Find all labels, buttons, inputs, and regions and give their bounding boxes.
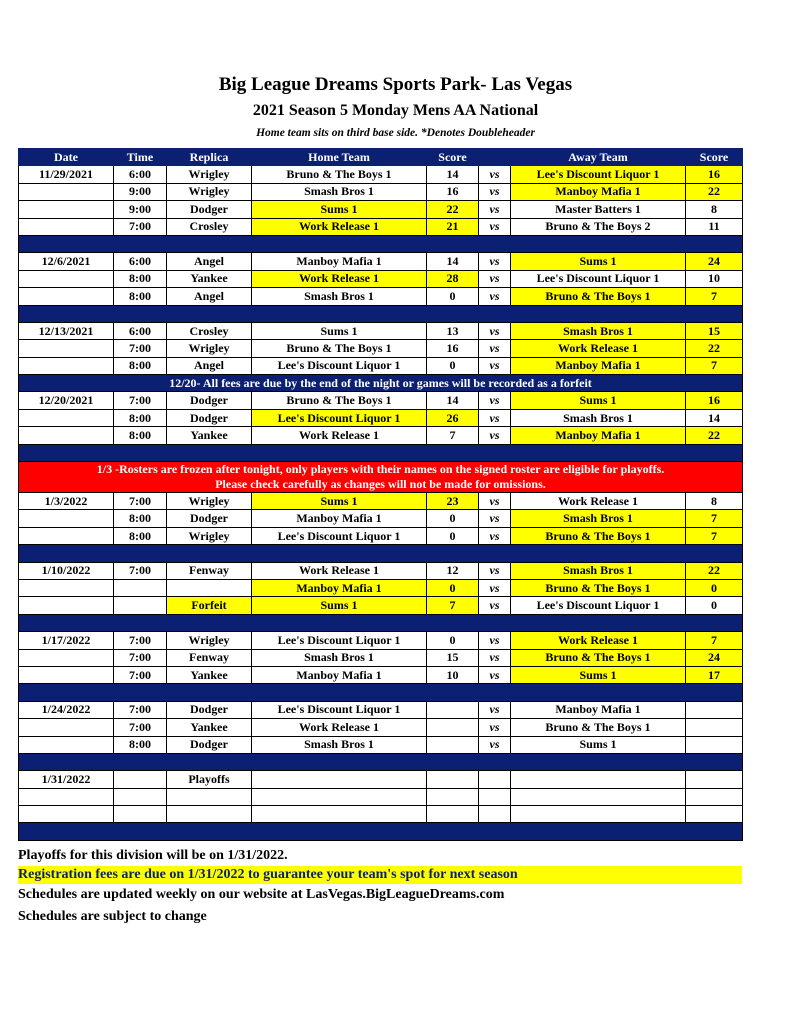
game-time <box>114 788 167 805</box>
vs-label: vs <box>479 288 511 305</box>
roster-alert-line-2: Please check carefully as changes will not be made for omissions. <box>215 477 546 492</box>
game-row <box>19 771 743 788</box>
game-date: 11/29/2021 <box>19 166 114 183</box>
roster-alert-row <box>19 462 743 493</box>
game-time: 8:00 <box>114 736 167 753</box>
home-score: 0 <box>427 527 479 544</box>
away-score <box>686 719 743 736</box>
game-date: 1/3/2022 <box>19 493 114 510</box>
away-score: 11 <box>686 218 743 235</box>
home-score: 16 <box>427 340 479 357</box>
away-team: Manboy Mafia 1 <box>511 701 686 718</box>
home-score: 14 <box>427 392 479 409</box>
game-replica: Dodger <box>167 392 252 409</box>
separator-cell <box>19 305 743 322</box>
game-time: 8:00 <box>114 527 167 544</box>
vs-label: vs <box>479 579 511 596</box>
away-score: 7 <box>686 632 743 649</box>
away-team: Smash Bros 1 <box>511 409 686 426</box>
game-row <box>19 736 743 753</box>
col-away-score: Score <box>686 149 743 166</box>
away-score: 22 <box>686 562 743 579</box>
col-date: Date <box>19 149 114 166</box>
col-away-team: Away Team <box>511 149 686 166</box>
page-subtitle: 2021 Season 5 Monday Mens AA National <box>252 102 539 119</box>
col-home-score: Score <box>427 149 479 166</box>
away-team: Master Batters 1 <box>511 201 686 218</box>
game-time <box>114 579 167 596</box>
home-score: 15 <box>427 649 479 666</box>
game-date <box>19 218 114 235</box>
away-team: Bruno & The Boys 2 <box>511 218 686 235</box>
home-team: Manboy Mafia 1 <box>252 510 427 527</box>
game-row <box>19 270 743 287</box>
col-time: Time <box>114 149 167 166</box>
away-score: 16 <box>686 166 743 183</box>
schedule-body <box>19 166 743 840</box>
game-replica: Yankee <box>167 427 252 444</box>
game-date <box>19 183 114 200</box>
game-time: 9:00 <box>114 183 167 200</box>
game-replica: Angel <box>167 253 252 270</box>
footer-playoffs-note: Playoffs for this division will be on 1/31/2022. <box>18 848 288 863</box>
away-team: Bruno & The Boys 1 <box>511 719 686 736</box>
game-date <box>19 201 114 218</box>
separator-cell <box>19 545 743 562</box>
vs-label <box>479 788 511 805</box>
home-score: 14 <box>427 253 479 270</box>
game-date <box>19 357 114 374</box>
game-date <box>19 409 114 426</box>
game-replica: Wrigley <box>167 183 252 200</box>
home-team: Sums 1 <box>252 201 427 218</box>
game-date <box>19 579 114 596</box>
game-row <box>19 701 743 718</box>
game-date <box>19 666 114 683</box>
game-row <box>19 357 743 374</box>
home-score: 0 <box>427 632 479 649</box>
away-score: 0 <box>686 579 743 596</box>
away-score: 24 <box>686 649 743 666</box>
away-team: Sums 1 <box>511 392 686 409</box>
home-score: 12 <box>427 562 479 579</box>
away-score: 10 <box>686 270 743 287</box>
home-team: Manboy Mafia 1 <box>252 253 427 270</box>
home-team: Work Release 1 <box>252 427 427 444</box>
away-score <box>686 806 743 823</box>
away-score: 16 <box>686 392 743 409</box>
home-score: 14 <box>427 166 479 183</box>
page-title: Big League Dreams Sports Park- Las Vegas <box>218 74 573 95</box>
game-time: 7:00 <box>114 632 167 649</box>
vs-label: vs <box>479 736 511 753</box>
away-team <box>511 788 686 805</box>
vs-label: vs <box>479 719 511 736</box>
game-replica: Dodger <box>167 701 252 718</box>
game-replica: Fenway <box>167 649 252 666</box>
game-replica: Wrigley <box>167 340 252 357</box>
game-replica: Dodger <box>167 409 252 426</box>
game-date: 1/17/2022 <box>19 632 114 649</box>
game-row <box>19 166 743 183</box>
game-date <box>19 736 114 753</box>
game-replica: Angel <box>167 288 252 305</box>
home-team: Smash Bros 1 <box>252 736 427 753</box>
away-score: 7 <box>686 510 743 527</box>
separator-cell <box>19 684 743 701</box>
vs-label: vs <box>479 218 511 235</box>
home-score <box>427 701 479 718</box>
col-home-team: Home Team <box>252 149 427 166</box>
home-team: Lee's Discount Liquor 1 <box>252 632 427 649</box>
home-score: 7 <box>427 427 479 444</box>
footer-website-note: Schedules are updated weekly on our website at LasVegas.BigLeagueDreams.com <box>18 887 505 902</box>
home-team: Sums 1 <box>252 597 427 614</box>
vs-label: vs <box>479 183 511 200</box>
game-time: 7:00 <box>114 392 167 409</box>
game-time <box>114 597 167 614</box>
game-replica: Forfeit <box>167 597 252 614</box>
game-row <box>19 649 743 666</box>
game-row <box>19 510 743 527</box>
home-team: Manboy Mafia 1 <box>252 666 427 683</box>
away-team: Work Release 1 <box>511 493 686 510</box>
game-time: 8:00 <box>114 409 167 426</box>
footer-registration-note: Registration fees are due on 1/31/2022 to guarantee your team's spot for next season <box>18 866 742 884</box>
away-score: 7 <box>686 527 743 544</box>
week-separator <box>19 235 743 252</box>
game-date <box>19 649 114 666</box>
game-row <box>19 493 743 510</box>
game-replica <box>167 579 252 596</box>
separator-cell <box>19 444 743 461</box>
vs-label: vs <box>479 632 511 649</box>
away-score: 8 <box>686 493 743 510</box>
game-date <box>19 427 114 444</box>
game-time: 9:00 <box>114 201 167 218</box>
game-date <box>19 788 114 805</box>
game-time: 7:00 <box>114 562 167 579</box>
separator-cell <box>19 614 743 631</box>
week-separator <box>19 753 743 770</box>
game-time: 7:00 <box>114 649 167 666</box>
vs-label <box>479 806 511 823</box>
game-row <box>19 409 743 426</box>
game-time: 7:00 <box>114 701 167 718</box>
game-row <box>19 579 743 596</box>
game-time: 7:00 <box>114 719 167 736</box>
game-time: 8:00 <box>114 510 167 527</box>
game-time: 8:00 <box>114 288 167 305</box>
vs-label <box>479 771 511 788</box>
away-team: Manboy Mafia 1 <box>511 357 686 374</box>
game-row <box>19 218 743 235</box>
vs-label: vs <box>479 253 511 270</box>
away-score: 15 <box>686 322 743 339</box>
roster-alert-line-1: 1/3 -Rosters are frozen after tonight, only players with their names on the signed roster are eligible for playoffs. <box>96 462 665 477</box>
home-score <box>427 736 479 753</box>
game-row <box>19 288 743 305</box>
away-team <box>511 806 686 823</box>
home-team: Manboy Mafia 1 <box>252 579 427 596</box>
game-replica: Angel <box>167 357 252 374</box>
away-score <box>686 771 743 788</box>
vs-label: vs <box>479 357 511 374</box>
home-score <box>427 806 479 823</box>
home-score: 22 <box>427 201 479 218</box>
game-row <box>19 322 743 339</box>
game-replica <box>167 788 252 805</box>
home-team: Bruno & The Boys 1 <box>252 392 427 409</box>
away-score: 7 <box>686 288 743 305</box>
game-replica: Dodger <box>167 510 252 527</box>
game-time <box>114 771 167 788</box>
home-score: 10 <box>427 666 479 683</box>
game-date: 12/13/2021 <box>19 322 114 339</box>
game-date: 1/31/2022 <box>19 771 114 788</box>
home-team: Lee's Discount Liquor 1 <box>252 527 427 544</box>
game-date: 1/24/2022 <box>19 701 114 718</box>
game-row <box>19 562 743 579</box>
away-team: Lee's Discount Liquor 1 <box>511 270 686 287</box>
away-team: Bruno & The Boys 1 <box>511 527 686 544</box>
vs-label: vs <box>479 597 511 614</box>
away-score: 22 <box>686 340 743 357</box>
schedule-table <box>18 148 743 841</box>
vs-label: vs <box>479 166 511 183</box>
home-team: Lee's Discount Liquor 1 <box>252 701 427 718</box>
away-team: Lee's Discount Liquor 1 <box>511 166 686 183</box>
game-replica: Yankee <box>167 719 252 736</box>
game-row <box>19 340 743 357</box>
game-time: 7:00 <box>114 493 167 510</box>
home-team: Work Release 1 <box>252 218 427 235</box>
away-team: Smash Bros 1 <box>511 322 686 339</box>
footer-change-note: Schedules are subject to change <box>18 909 207 924</box>
game-date: 12/20/2021 <box>19 392 114 409</box>
away-team: Manboy Mafia 1 <box>511 183 686 200</box>
game-time: 8:00 <box>114 357 167 374</box>
game-row <box>19 392 743 409</box>
home-team: Smash Bros 1 <box>252 183 427 200</box>
home-team: Bruno & The Boys 1 <box>252 166 427 183</box>
away-team: Sums 1 <box>511 253 686 270</box>
week-separator <box>19 684 743 701</box>
away-team: Manboy Mafia 1 <box>511 427 686 444</box>
game-date <box>19 510 114 527</box>
home-team: Work Release 1 <box>252 719 427 736</box>
home-team: Bruno & The Boys 1 <box>252 340 427 357</box>
game-date <box>19 270 114 287</box>
game-date: 12/6/2021 <box>19 253 114 270</box>
game-date <box>19 340 114 357</box>
separator-cell <box>19 823 743 840</box>
game-row <box>19 806 743 823</box>
vs-label: vs <box>479 392 511 409</box>
away-team: Work Release 1 <box>511 340 686 357</box>
away-score: 22 <box>686 427 743 444</box>
home-team <box>252 806 427 823</box>
game-date <box>19 288 114 305</box>
game-time <box>114 806 167 823</box>
away-score: 14 <box>686 409 743 426</box>
game-date <box>19 527 114 544</box>
home-score: 0 <box>427 510 479 527</box>
away-team: Smash Bros 1 <box>511 562 686 579</box>
away-team <box>511 771 686 788</box>
home-team: Sums 1 <box>252 493 427 510</box>
vs-label: vs <box>479 666 511 683</box>
game-row <box>19 632 743 649</box>
away-score <box>686 701 743 718</box>
vs-label: vs <box>479 201 511 218</box>
home-team: Work Release 1 <box>252 562 427 579</box>
home-team: Lee's Discount Liquor 1 <box>252 409 427 426</box>
game-row <box>19 597 743 614</box>
vs-label: vs <box>479 322 511 339</box>
game-replica <box>167 806 252 823</box>
game-date <box>19 597 114 614</box>
away-team: Lee's Discount Liquor 1 <box>511 597 686 614</box>
header-row <box>19 149 743 166</box>
home-score: 21 <box>427 218 479 235</box>
home-team: Work Release 1 <box>252 270 427 287</box>
game-replica: Playoffs <box>167 771 252 788</box>
week-separator <box>19 614 743 631</box>
game-time: 7:00 <box>114 340 167 357</box>
away-team: Smash Bros 1 <box>511 510 686 527</box>
week-separator <box>19 823 743 840</box>
game-replica: Wrigley <box>167 632 252 649</box>
game-replica: Crosley <box>167 322 252 339</box>
separator-cell <box>19 235 743 252</box>
vs-label: vs <box>479 701 511 718</box>
away-score: 8 <box>686 201 743 218</box>
home-score: 0 <box>427 579 479 596</box>
vs-label: vs <box>479 427 511 444</box>
week-separator <box>19 305 743 322</box>
game-time: 7:00 <box>114 666 167 683</box>
vs-label: vs <box>479 527 511 544</box>
home-team: Smash Bros 1 <box>252 288 427 305</box>
game-date: 1/10/2022 <box>19 562 114 579</box>
game-time: 8:00 <box>114 270 167 287</box>
away-team: Bruno & The Boys 1 <box>511 649 686 666</box>
vs-label: vs <box>479 270 511 287</box>
home-score: 0 <box>427 288 479 305</box>
game-date <box>19 806 114 823</box>
game-replica: Dodger <box>167 736 252 753</box>
game-replica: Fenway <box>167 562 252 579</box>
away-score: 7 <box>686 357 743 374</box>
home-score: 26 <box>427 409 479 426</box>
game-time: 6:00 <box>114 166 167 183</box>
game-replica: Dodger <box>167 201 252 218</box>
game-row <box>19 427 743 444</box>
game-time: 6:00 <box>114 253 167 270</box>
col-vs <box>479 149 511 166</box>
vs-label: vs <box>479 340 511 357</box>
game-replica: Yankee <box>167 270 252 287</box>
game-row <box>19 183 743 200</box>
game-time: 7:00 <box>114 218 167 235</box>
home-score <box>427 788 479 805</box>
away-score <box>686 788 743 805</box>
game-time: 6:00 <box>114 322 167 339</box>
home-score <box>427 719 479 736</box>
away-score: 17 <box>686 666 743 683</box>
separator-cell <box>19 753 743 770</box>
away-score: 0 <box>686 597 743 614</box>
roster-alert <box>19 462 743 493</box>
away-score <box>686 736 743 753</box>
vs-label: vs <box>479 510 511 527</box>
away-score: 24 <box>686 253 743 270</box>
home-team: Lee's Discount Liquor 1 <box>252 357 427 374</box>
away-team: Bruno & The Boys 1 <box>511 579 686 596</box>
home-team-note: Home team sits on third base side. *Denotes Doubleheader <box>256 127 535 139</box>
game-row <box>19 788 743 805</box>
vs-label: vs <box>479 493 511 510</box>
home-score: 0 <box>427 357 479 374</box>
game-row <box>19 719 743 736</box>
game-row <box>19 527 743 544</box>
home-team <box>252 771 427 788</box>
col-replica: Replica <box>167 149 252 166</box>
home-score: 13 <box>427 322 479 339</box>
away-team: Sums 1 <box>511 736 686 753</box>
week-separator <box>19 545 743 562</box>
game-replica: Wrigley <box>167 527 252 544</box>
week-separator <box>19 444 743 461</box>
home-score: 23 <box>427 493 479 510</box>
away-score: 22 <box>686 183 743 200</box>
home-score: 7 <box>427 597 479 614</box>
home-score: 16 <box>427 183 479 200</box>
game-time: 8:00 <box>114 427 167 444</box>
game-replica: Crosley <box>167 218 252 235</box>
vs-label: vs <box>479 649 511 666</box>
game-row <box>19 201 743 218</box>
home-team: Sums 1 <box>252 322 427 339</box>
away-team: Sums 1 <box>511 666 686 683</box>
home-score: 28 <box>427 270 479 287</box>
game-row <box>19 253 743 270</box>
home-team: Smash Bros 1 <box>252 649 427 666</box>
away-team: Work Release 1 <box>511 632 686 649</box>
home-score <box>427 771 479 788</box>
vs-label: vs <box>479 409 511 426</box>
vs-label: vs <box>479 562 511 579</box>
game-row <box>19 666 743 683</box>
home-team <box>252 788 427 805</box>
game-date <box>19 719 114 736</box>
away-team: Bruno & The Boys 1 <box>511 288 686 305</box>
fee-notice: 12/20- All fees are due by the end of the night or games will be recorded as a forfeit <box>19 375 743 392</box>
game-replica: Wrigley <box>167 493 252 510</box>
game-replica: Yankee <box>167 666 252 683</box>
fee-notice-row <box>19 375 743 392</box>
game-replica: Wrigley <box>167 166 252 183</box>
